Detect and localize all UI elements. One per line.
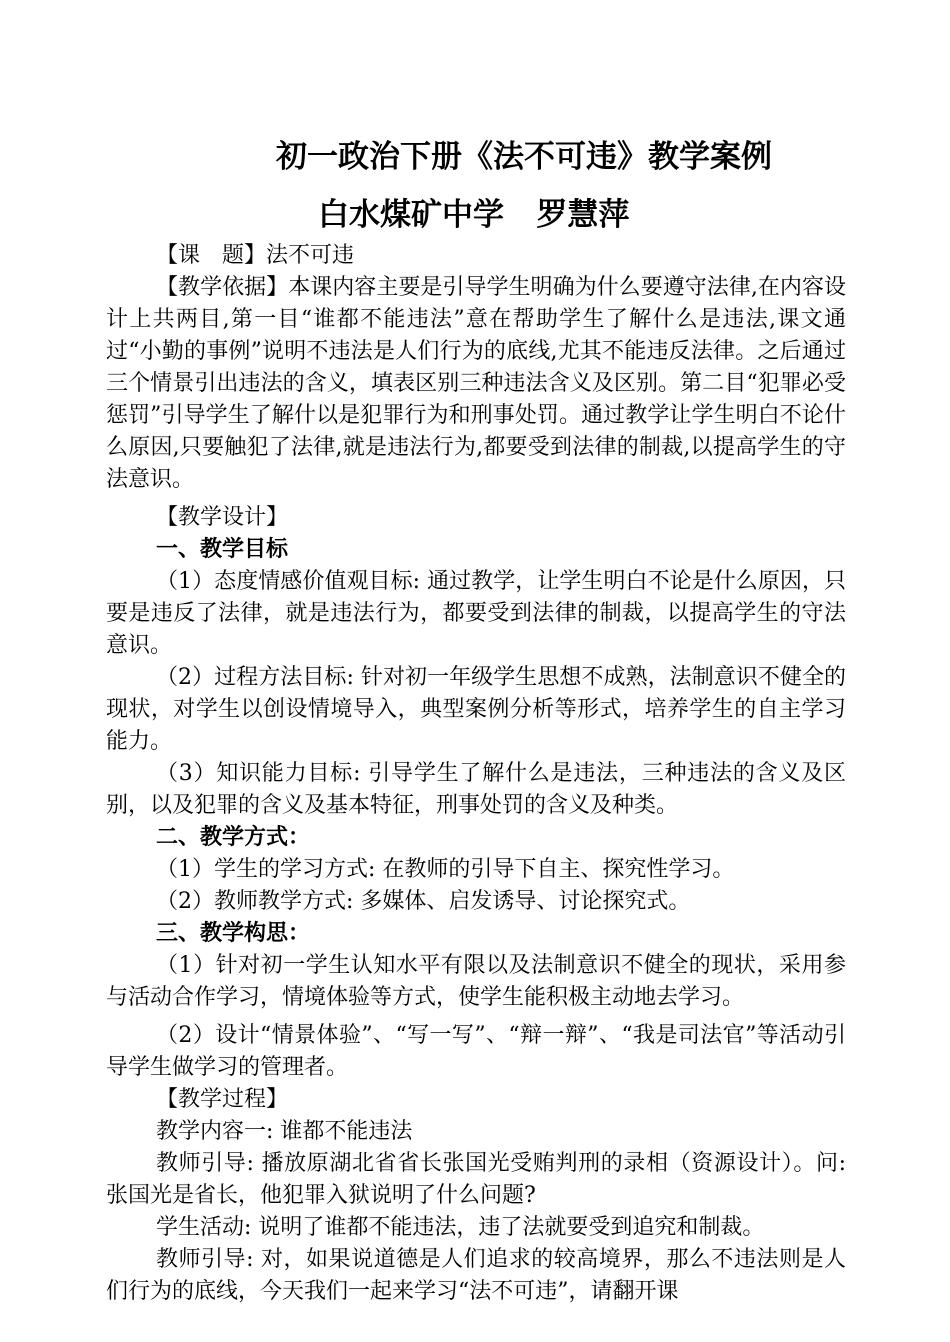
- goal-knowledge: （3）知识能力目标: 引导学生了解什么是违法，三种违法的含义及区别，以及犯罪的含义及基本特征，刑事处罚的含义及种类。: [106, 761, 846, 818]
- teacher-guide-2: 教师引导: 对，如果说道德是人们追求的较高境界，那么不违法则是人们行为的底线，今天我们一起来学习“法不可违”，请翻开课: [106, 1247, 846, 1304]
- section-heading-methods: 二、教学方式：: [156, 825, 311, 850]
- teaching-basis: 【教学依据】本课内容主要是引导学生明确为什么要遵守法律,在内容设计上共两目,第一目“谁都不能违法”意在帮助学生了解什么是违法,课文通过“小勤的事例”说明不违法是人们行为的底线,尤其不能违反法律。之后通过三个情景引出违法的含义，填表区别三种违法含义及区别。第二目“犯罪必受惩罚”引导学生了解什以是犯罪行为和刑事处罚。通过教学让学生明白不论什么原因,只要触犯了法律,就是违法行为,都要受到法律的制裁,以提高学生的守法意识。: [106, 275, 846, 492]
- teacher-guide-1: 教师引导: 播放原湖北省省长张国光受贿判刑的录相（资源设计）。问: 张国光是省长，他犯罪入狱说明了什么问题?: [106, 1151, 846, 1208]
- lesson-topic: 【课 题】法不可违: [156, 243, 355, 268]
- method-teacher: （2）教师教学方式: 多媒体、启发诱导、讨论探究式。: [156, 889, 691, 914]
- document-title: 初一政治下册《法不可违》教学案例: [276, 139, 772, 175]
- student-activity-1: 学生活动: 说明了谁都不能违法，违了法就要受到追究和制裁。: [156, 1215, 765, 1240]
- section-heading-goals: 一、教学目标: [156, 537, 289, 562]
- goal-attitude: （1）态度情感价值观目标: 通过教学，让学生明白不论是什么原因，只要是违反了法律，就是违法行为，都要受到法律的制裁，以提高学生的守法意识。: [106, 569, 846, 658]
- document-body: [106, 240, 846, 1308]
- section-heading-concept: 三、教学构思：: [156, 921, 311, 946]
- concept-item-2: （2）设计“情景体验”、“写一写”、“辩一辩”、“我是司法官”等活动引导学生做学习的管理者。: [106, 1023, 846, 1080]
- content-one: 教学内容一: 谁都不能违法: [156, 1119, 413, 1144]
- goal-process: （2）过程方法目标: 针对初一年级学生思想不成熟，法制意识不健全的现状，对学生以创设情境导入，典型案例分析等形式，培养学生的自主学习能力。: [106, 665, 846, 754]
- method-student: （1）学生的学习方式: 在教师的引导下自主、探究性学习。: [156, 857, 735, 882]
- document-author: 白水煤矿中学 罗慧萍: [318, 197, 630, 233]
- concept-item-1: （1）针对初一学生认知水平有限以及法制意识不健全的现状，采用参与活动合作学习，情境体验等方式，使学生能积极主动地去学习。: [106, 953, 846, 1010]
- teaching-process-heading: 【教学过程】: [156, 1087, 289, 1112]
- teaching-design-heading: 【教学设计】: [156, 505, 289, 530]
